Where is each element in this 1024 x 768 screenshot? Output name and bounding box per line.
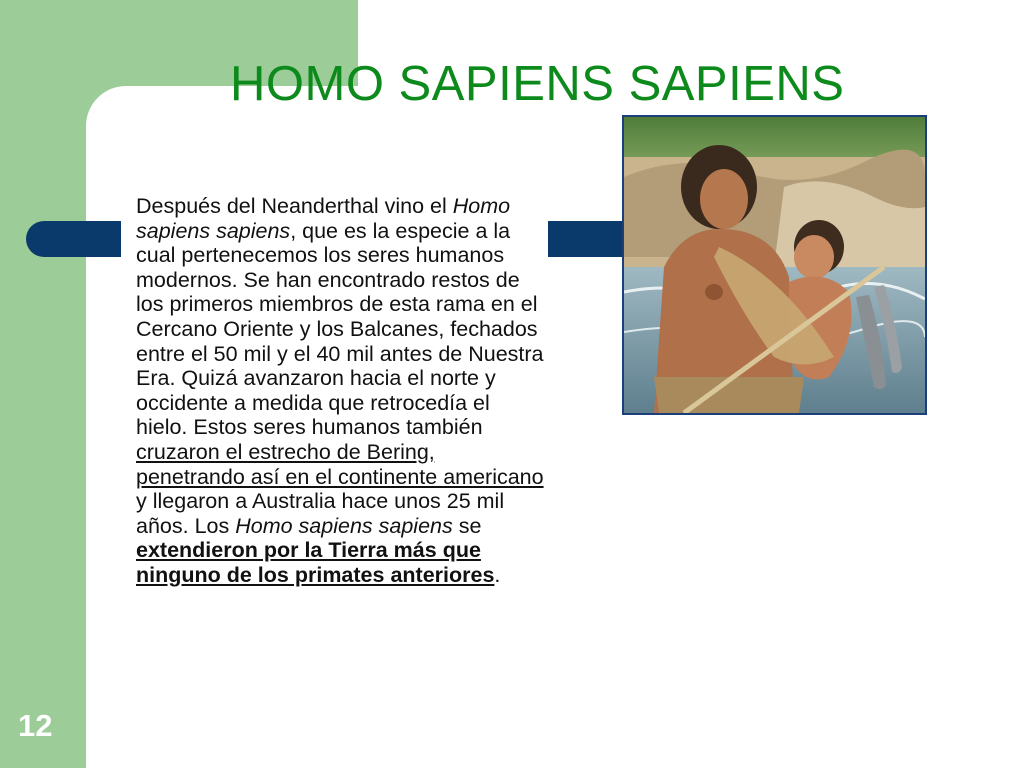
image-artwork — [624, 117, 925, 413]
body-segment: Homo sapiens sapiens — [235, 513, 453, 538]
slide-title: HOMO SAPIENS SAPIENS — [230, 57, 845, 111]
page-number: 12 — [18, 708, 53, 743]
body-segment: Homo sapiens sapiens — [136, 194, 511, 243]
body-link-bering[interactable]: cruzaron el estrecho de Bering, penetrando así en el continente americano — [136, 439, 544, 489]
body-link-extendieron[interactable]: extendieron por la Tierra más que ninguno de los primates anteriores — [136, 538, 495, 587]
body-segment: , que es la especie a la cual pertenecemos los seres humanos modernos. Se han encontrado restos de los primeros miembros de esta rama en el Cercano Oriente y los Balcanes, fechados entre el 50 mil y el 40 mil antes de Nuestra Era. Quizá avanzaron hacia el norte y occidente a medida que retrocedía el hielo. Estos seres humanos también — [136, 218, 544, 440]
body-segment: . — [494, 562, 501, 587]
body-segment: se — [452, 513, 482, 538]
prehistoric-illustration-image — [622, 115, 927, 415]
accent-bar-right — [548, 221, 628, 257]
body-segment: Después del Neanderthal vino el — [136, 194, 453, 218]
body-paragraph — [136, 194, 546, 588]
accent-bar-left — [26, 221, 121, 257]
body-segment: y llegaron a Australia hace unos 25 mil años. Los — [136, 489, 505, 538]
